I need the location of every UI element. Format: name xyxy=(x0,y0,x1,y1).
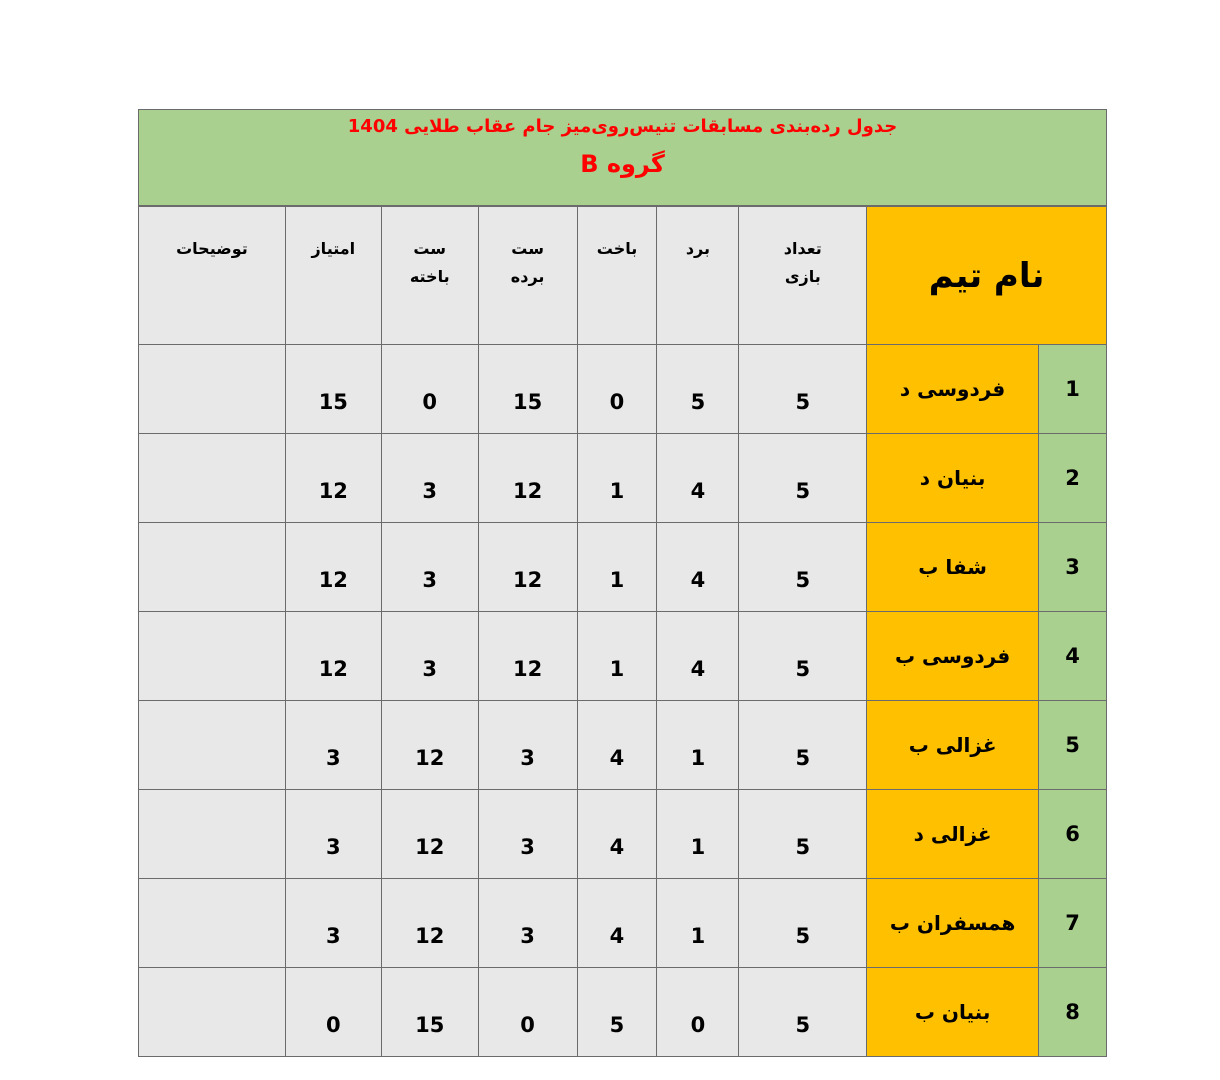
cell-games xyxy=(739,434,867,523)
cell-rank: 4 xyxy=(1039,612,1107,701)
table-row xyxy=(139,345,1107,434)
sets-lost-value: 3 xyxy=(422,657,438,681)
header-games-line1: تعداد xyxy=(783,239,822,258)
games-value: 5 xyxy=(795,924,811,948)
table-row xyxy=(139,968,1107,1057)
cell-wins xyxy=(657,879,739,968)
points-value: 0 xyxy=(326,1013,341,1037)
cell-games xyxy=(739,523,867,612)
header-points-label: امتیاز xyxy=(311,239,356,258)
cell-sets-won xyxy=(478,879,577,968)
wins-value: 1 xyxy=(690,746,706,770)
cell-team: غزالی د xyxy=(867,790,1039,879)
points-value: 3 xyxy=(326,924,341,948)
cell-points xyxy=(285,345,381,434)
sets-lost-value: 3 xyxy=(422,568,438,592)
cell-rank: 2 xyxy=(1039,434,1107,523)
sets-lost-value: 12 xyxy=(415,835,445,859)
cell-team: همسفران ب xyxy=(867,879,1039,968)
games-value: 5 xyxy=(795,568,811,592)
table-row xyxy=(139,701,1107,790)
wins-value: 4 xyxy=(690,657,706,681)
wins-value: 4 xyxy=(690,479,706,503)
cell-points xyxy=(285,434,381,523)
sets-won-value: 15 xyxy=(512,390,543,414)
header-team-name xyxy=(867,207,1107,345)
sets-lost-value: 12 xyxy=(415,924,445,948)
cell-games xyxy=(739,879,867,968)
losses-value: 0 xyxy=(609,390,625,414)
header-sets-won-line1: ست xyxy=(511,239,544,258)
wins-value: 1 xyxy=(690,924,706,948)
cell-notes xyxy=(139,879,286,968)
table-title: جدول رده‌بندی مسابقات تنیس‌روی‌میز جام عقاب طلایی 1404 xyxy=(347,116,898,137)
cell-team: بنیان د xyxy=(867,434,1039,523)
points-value: 3 xyxy=(326,835,341,859)
header-sets-won xyxy=(478,207,577,345)
cell-team: فردوسی د xyxy=(867,345,1039,434)
cell-losses xyxy=(577,701,657,790)
cell-notes xyxy=(139,612,286,701)
cell-games xyxy=(739,968,867,1057)
points-value: 12 xyxy=(318,568,348,592)
games-value: 5 xyxy=(795,835,811,859)
cell-sets-lost xyxy=(381,434,478,523)
cell-notes xyxy=(139,523,286,612)
cell-notes xyxy=(139,968,286,1057)
cell-points xyxy=(285,612,381,701)
games-value: 5 xyxy=(795,746,811,770)
cell-losses xyxy=(577,879,657,968)
sets-lost-value: 0 xyxy=(422,390,438,414)
cell-wins xyxy=(657,612,739,701)
cell-rank: 5 xyxy=(1039,701,1107,790)
cell-losses xyxy=(577,612,657,701)
cell-points xyxy=(285,879,381,968)
sets-won-value: 3 xyxy=(520,835,535,859)
games-value: 5 xyxy=(795,390,811,414)
header-losses-label: باخت xyxy=(596,239,638,258)
table-row xyxy=(139,790,1107,879)
wins-value: 5 xyxy=(690,390,706,414)
cell-sets-won xyxy=(478,968,577,1057)
cell-rank: 6 xyxy=(1039,790,1107,879)
sets-won-value: 12 xyxy=(512,657,543,681)
cell-losses xyxy=(577,434,657,523)
cell-team: شفا ب xyxy=(867,523,1039,612)
sets-lost-value: 15 xyxy=(415,1013,445,1037)
cell-sets-lost xyxy=(381,612,478,701)
cell-wins xyxy=(657,701,739,790)
header-wins-label: برد xyxy=(685,239,710,258)
cell-sets-won xyxy=(478,523,577,612)
wins-value: 4 xyxy=(690,568,706,592)
points-value: 15 xyxy=(318,390,348,414)
games-value: 5 xyxy=(795,657,811,681)
cell-notes xyxy=(139,434,286,523)
cell-wins xyxy=(657,345,739,434)
group-title: گروه B xyxy=(580,150,665,178)
cell-wins xyxy=(657,790,739,879)
sets-lost-value: 3 xyxy=(422,479,438,503)
header-points xyxy=(285,207,381,345)
table-row xyxy=(139,879,1107,968)
losses-value: 4 xyxy=(609,924,625,948)
cell-games xyxy=(739,790,867,879)
cell-sets-won xyxy=(478,701,577,790)
cell-notes xyxy=(139,790,286,879)
table-row xyxy=(139,612,1107,701)
header-notes-label: توضیحات xyxy=(176,239,248,258)
cell-games xyxy=(739,701,867,790)
standings-sheet xyxy=(138,109,1107,1053)
cell-sets-lost xyxy=(381,523,478,612)
cell-team: بنیان ب xyxy=(867,968,1039,1057)
sets-won-value: 12 xyxy=(512,479,543,503)
sets-won-value: 3 xyxy=(520,746,535,770)
cell-points xyxy=(285,968,381,1057)
losses-value: 4 xyxy=(609,835,625,859)
cell-notes xyxy=(139,701,286,790)
cell-team: غزالی ب xyxy=(867,701,1039,790)
cell-rank: 1 xyxy=(1039,345,1107,434)
games-value: 5 xyxy=(795,479,811,503)
cell-losses xyxy=(577,523,657,612)
points-value: 12 xyxy=(318,479,348,503)
cell-sets-won xyxy=(478,612,577,701)
header-sets-lost-line2: باخته xyxy=(409,267,450,286)
cell-rank: 3 xyxy=(1039,523,1107,612)
sets-won-value: 0 xyxy=(520,1013,535,1037)
losses-value: 4 xyxy=(609,746,625,770)
header-team-label: نام تیم xyxy=(928,255,1045,296)
wins-value: 1 xyxy=(690,835,706,859)
header-games xyxy=(739,207,867,345)
cell-team: فردوسی ب xyxy=(867,612,1039,701)
cell-sets-lost xyxy=(381,968,478,1057)
cell-losses xyxy=(577,968,657,1057)
header-sets-lost xyxy=(381,207,478,345)
cell-wins xyxy=(657,434,739,523)
cell-sets-won xyxy=(478,434,577,523)
cell-points xyxy=(285,523,381,612)
cell-sets-lost xyxy=(381,345,478,434)
cell-losses xyxy=(577,345,657,434)
cell-games xyxy=(739,345,867,434)
cell-losses xyxy=(577,790,657,879)
losses-value: 1 xyxy=(609,657,625,681)
header-games-line2: بازی xyxy=(784,267,821,286)
standings-table xyxy=(138,206,1107,1057)
cell-sets-lost xyxy=(381,790,478,879)
wins-value: 0 xyxy=(690,1013,706,1037)
sets-won-value: 12 xyxy=(512,568,543,592)
cell-sets-won xyxy=(478,345,577,434)
games-value: 5 xyxy=(795,1013,811,1037)
header-losses xyxy=(577,207,657,345)
cell-sets-lost xyxy=(381,879,478,968)
cell-notes xyxy=(139,345,286,434)
cell-sets-lost xyxy=(381,701,478,790)
sets-lost-value: 12 xyxy=(415,746,445,770)
sets-won-value: 3 xyxy=(520,924,535,948)
losses-value: 1 xyxy=(609,568,625,592)
cell-rank: 7 xyxy=(1039,879,1107,968)
header-notes xyxy=(139,207,286,345)
points-value: 12 xyxy=(318,657,348,681)
cell-sets-won xyxy=(478,790,577,879)
losses-value: 5 xyxy=(609,1013,625,1037)
cell-points xyxy=(285,790,381,879)
header-sets-won-line2: برده xyxy=(510,267,545,286)
losses-value: 1 xyxy=(609,479,625,503)
cell-points xyxy=(285,701,381,790)
header-row xyxy=(139,207,1107,345)
header-wins xyxy=(657,207,739,345)
title-bar xyxy=(138,109,1107,206)
table-row xyxy=(139,523,1107,612)
table-row xyxy=(139,434,1107,523)
points-value: 3 xyxy=(326,746,341,770)
cell-games xyxy=(739,612,867,701)
cell-rank: 8 xyxy=(1039,968,1107,1057)
cell-wins xyxy=(657,523,739,612)
header-sets-lost-line1: ست xyxy=(413,239,447,258)
cell-wins xyxy=(657,968,739,1057)
